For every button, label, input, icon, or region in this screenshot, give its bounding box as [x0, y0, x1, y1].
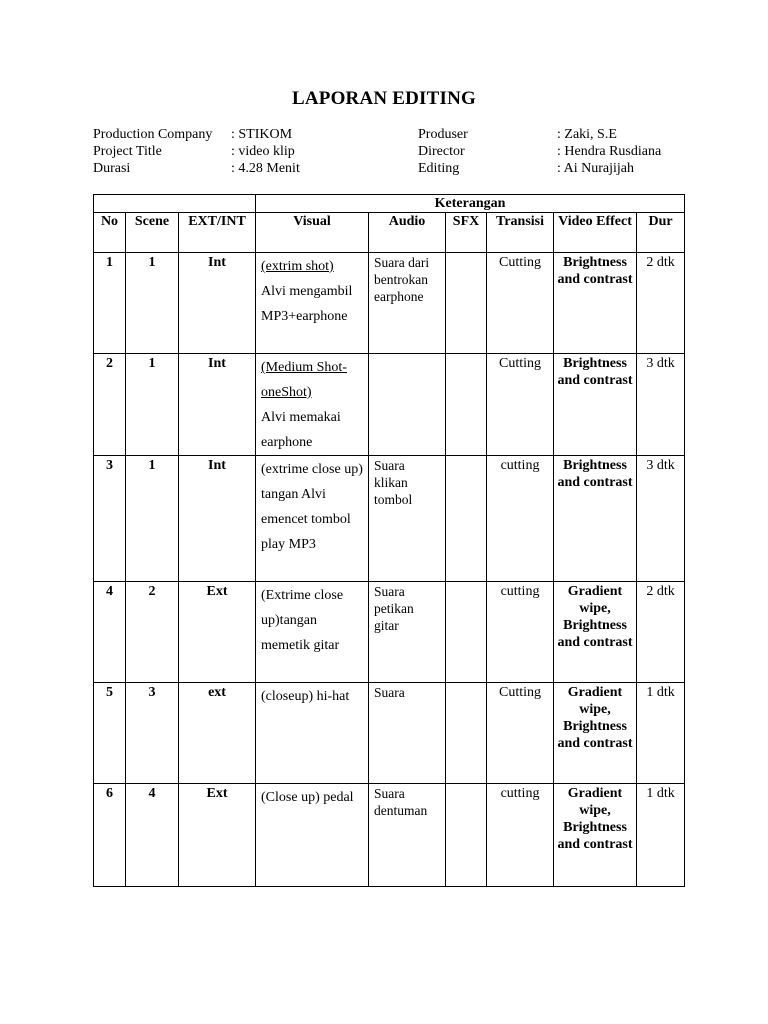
cell-visual — [256, 253, 369, 354]
cell-transisi: cutting — [487, 784, 554, 887]
meta-right-values — [557, 126, 661, 177]
meta-left-values — [231, 126, 300, 177]
cell-ext-int: Ext — [179, 582, 256, 683]
meta-value: : Hendra Rusdiana — [557, 144, 662, 159]
cell-sfx — [446, 354, 487, 456]
cell-audio: Suara dari bentrokan earphone — [369, 253, 446, 354]
table-row — [94, 456, 685, 582]
cell-dur: 2 dtk — [637, 582, 685, 683]
table-row — [94, 253, 685, 354]
document-title: LAPORAN EDITING — [291, 88, 477, 109]
visual-shot: (extrim shot) — [261, 259, 334, 274]
cell-transisi: cutting — [487, 456, 554, 582]
cell-ext-int: Int — [179, 456, 256, 582]
cell-no: 6 — [94, 784, 126, 887]
cell-sfx — [446, 683, 487, 784]
cell-transisi: Cutting — [487, 253, 554, 354]
cell-ext-int: Int — [179, 253, 256, 354]
cell-scene: 3 — [126, 683, 179, 784]
col-header-video-effect: Video Effect — [554, 213, 637, 253]
cell-transisi: Cutting — [487, 354, 554, 456]
cell-no: 3 — [94, 456, 126, 582]
cell-sfx — [446, 456, 487, 582]
col-header-visual: Visual — [256, 213, 369, 253]
cell-sfx — [446, 253, 487, 354]
cell-scene: 1 — [126, 456, 179, 582]
col-header-ext-int: EXT/INT — [179, 213, 256, 253]
cell-ext-int: Ext — [179, 784, 256, 887]
cell-scene: 1 — [126, 354, 179, 456]
col-header-scene: Scene — [126, 213, 179, 253]
meta-label: Durasi — [93, 161, 131, 176]
cell-audio: Suara klikan tombol — [369, 456, 446, 582]
col-header-dur: Dur — [637, 213, 685, 253]
cell-visual: (extrime close up) tangan Alvi emencet tombol play MP3 — [256, 456, 369, 582]
cell-dur: 3 dtk — [637, 456, 685, 582]
cell-ext-int: ext — [179, 683, 256, 784]
meta-label: Production Company — [93, 127, 213, 142]
table-row — [94, 354, 685, 456]
meta-value: : 4.28 Menit — [231, 161, 300, 176]
cell-transisi: Cutting — [487, 683, 554, 784]
cell-scene: 2 — [126, 582, 179, 683]
editing-report-table — [93, 194, 685, 887]
header-spacer — [94, 195, 256, 213]
cell-ext-int: Int — [179, 354, 256, 456]
meta-left-labels — [93, 126, 212, 177]
cell-dur: 2 dtk — [637, 253, 685, 354]
cell-visual — [256, 354, 369, 456]
cell-dur: 1 dtk — [637, 683, 685, 784]
meta-value: : Ai Nurajijah — [557, 161, 634, 176]
cell-video-effect: Brightness and contrast — [554, 253, 637, 354]
cell-audio: Suara petikan gitar — [369, 582, 446, 683]
visual-shot: (Medium Shot-oneShot) — [261, 360, 347, 400]
cell-sfx — [446, 582, 487, 683]
cell-no: 5 — [94, 683, 126, 784]
cell-audio — [369, 354, 446, 456]
cell-audio: Suara dentuman — [369, 784, 446, 887]
cell-sfx — [446, 784, 487, 887]
cell-scene: 4 — [126, 784, 179, 887]
meta-label: Director — [418, 144, 465, 159]
col-header-no: No — [94, 213, 126, 253]
meta-right-labels — [418, 126, 468, 177]
keterangan-header: Keterangan — [256, 195, 685, 213]
cell-video-effect: Gradient wipe, Brightness and contrast — [554, 683, 637, 784]
cell-no: 2 — [94, 354, 126, 456]
table-row — [94, 582, 685, 683]
meta-value: : STIKOM — [231, 127, 293, 142]
cell-video-effect: Brightness and contrast — [554, 354, 637, 456]
cell-visual: (Close up) pedal — [256, 784, 369, 887]
meta-label: Produser — [418, 127, 468, 142]
cell-audio: Suara — [369, 683, 446, 784]
cell-video-effect: Gradient wipe, Brightness and contrast — [554, 784, 637, 887]
meta-value: : video klip — [231, 144, 295, 159]
cell-dur: 3 dtk — [637, 354, 685, 456]
cell-video-effect: Brightness and contrast — [554, 456, 637, 582]
table-row — [94, 683, 685, 784]
cell-scene: 1 — [126, 253, 179, 354]
cell-transisi: cutting — [487, 582, 554, 683]
col-header-sfx: SFX — [446, 213, 487, 253]
col-header-transisi: Transisi — [487, 213, 554, 253]
visual-text: Alvi memakai earphone — [261, 410, 341, 450]
visual-text: Alvi mengambil MP3+earphone — [261, 284, 353, 324]
meta-value: : Zaki, S.E — [557, 127, 617, 142]
cell-dur: 1 dtk — [637, 784, 685, 887]
meta-label: Project Title — [93, 144, 162, 159]
cell-no: 1 — [94, 253, 126, 354]
cell-video-effect: Gradient wipe, Brightness and contrast — [554, 582, 637, 683]
meta-label: Editing — [418, 161, 460, 176]
table-row — [94, 784, 685, 887]
cell-no: 4 — [94, 582, 126, 683]
col-header-audio: Audio — [369, 213, 446, 253]
cell-visual: (Extrime close up)tangan memetik gitar — [256, 582, 369, 683]
cell-visual: (closeup) hi-hat — [256, 683, 369, 784]
